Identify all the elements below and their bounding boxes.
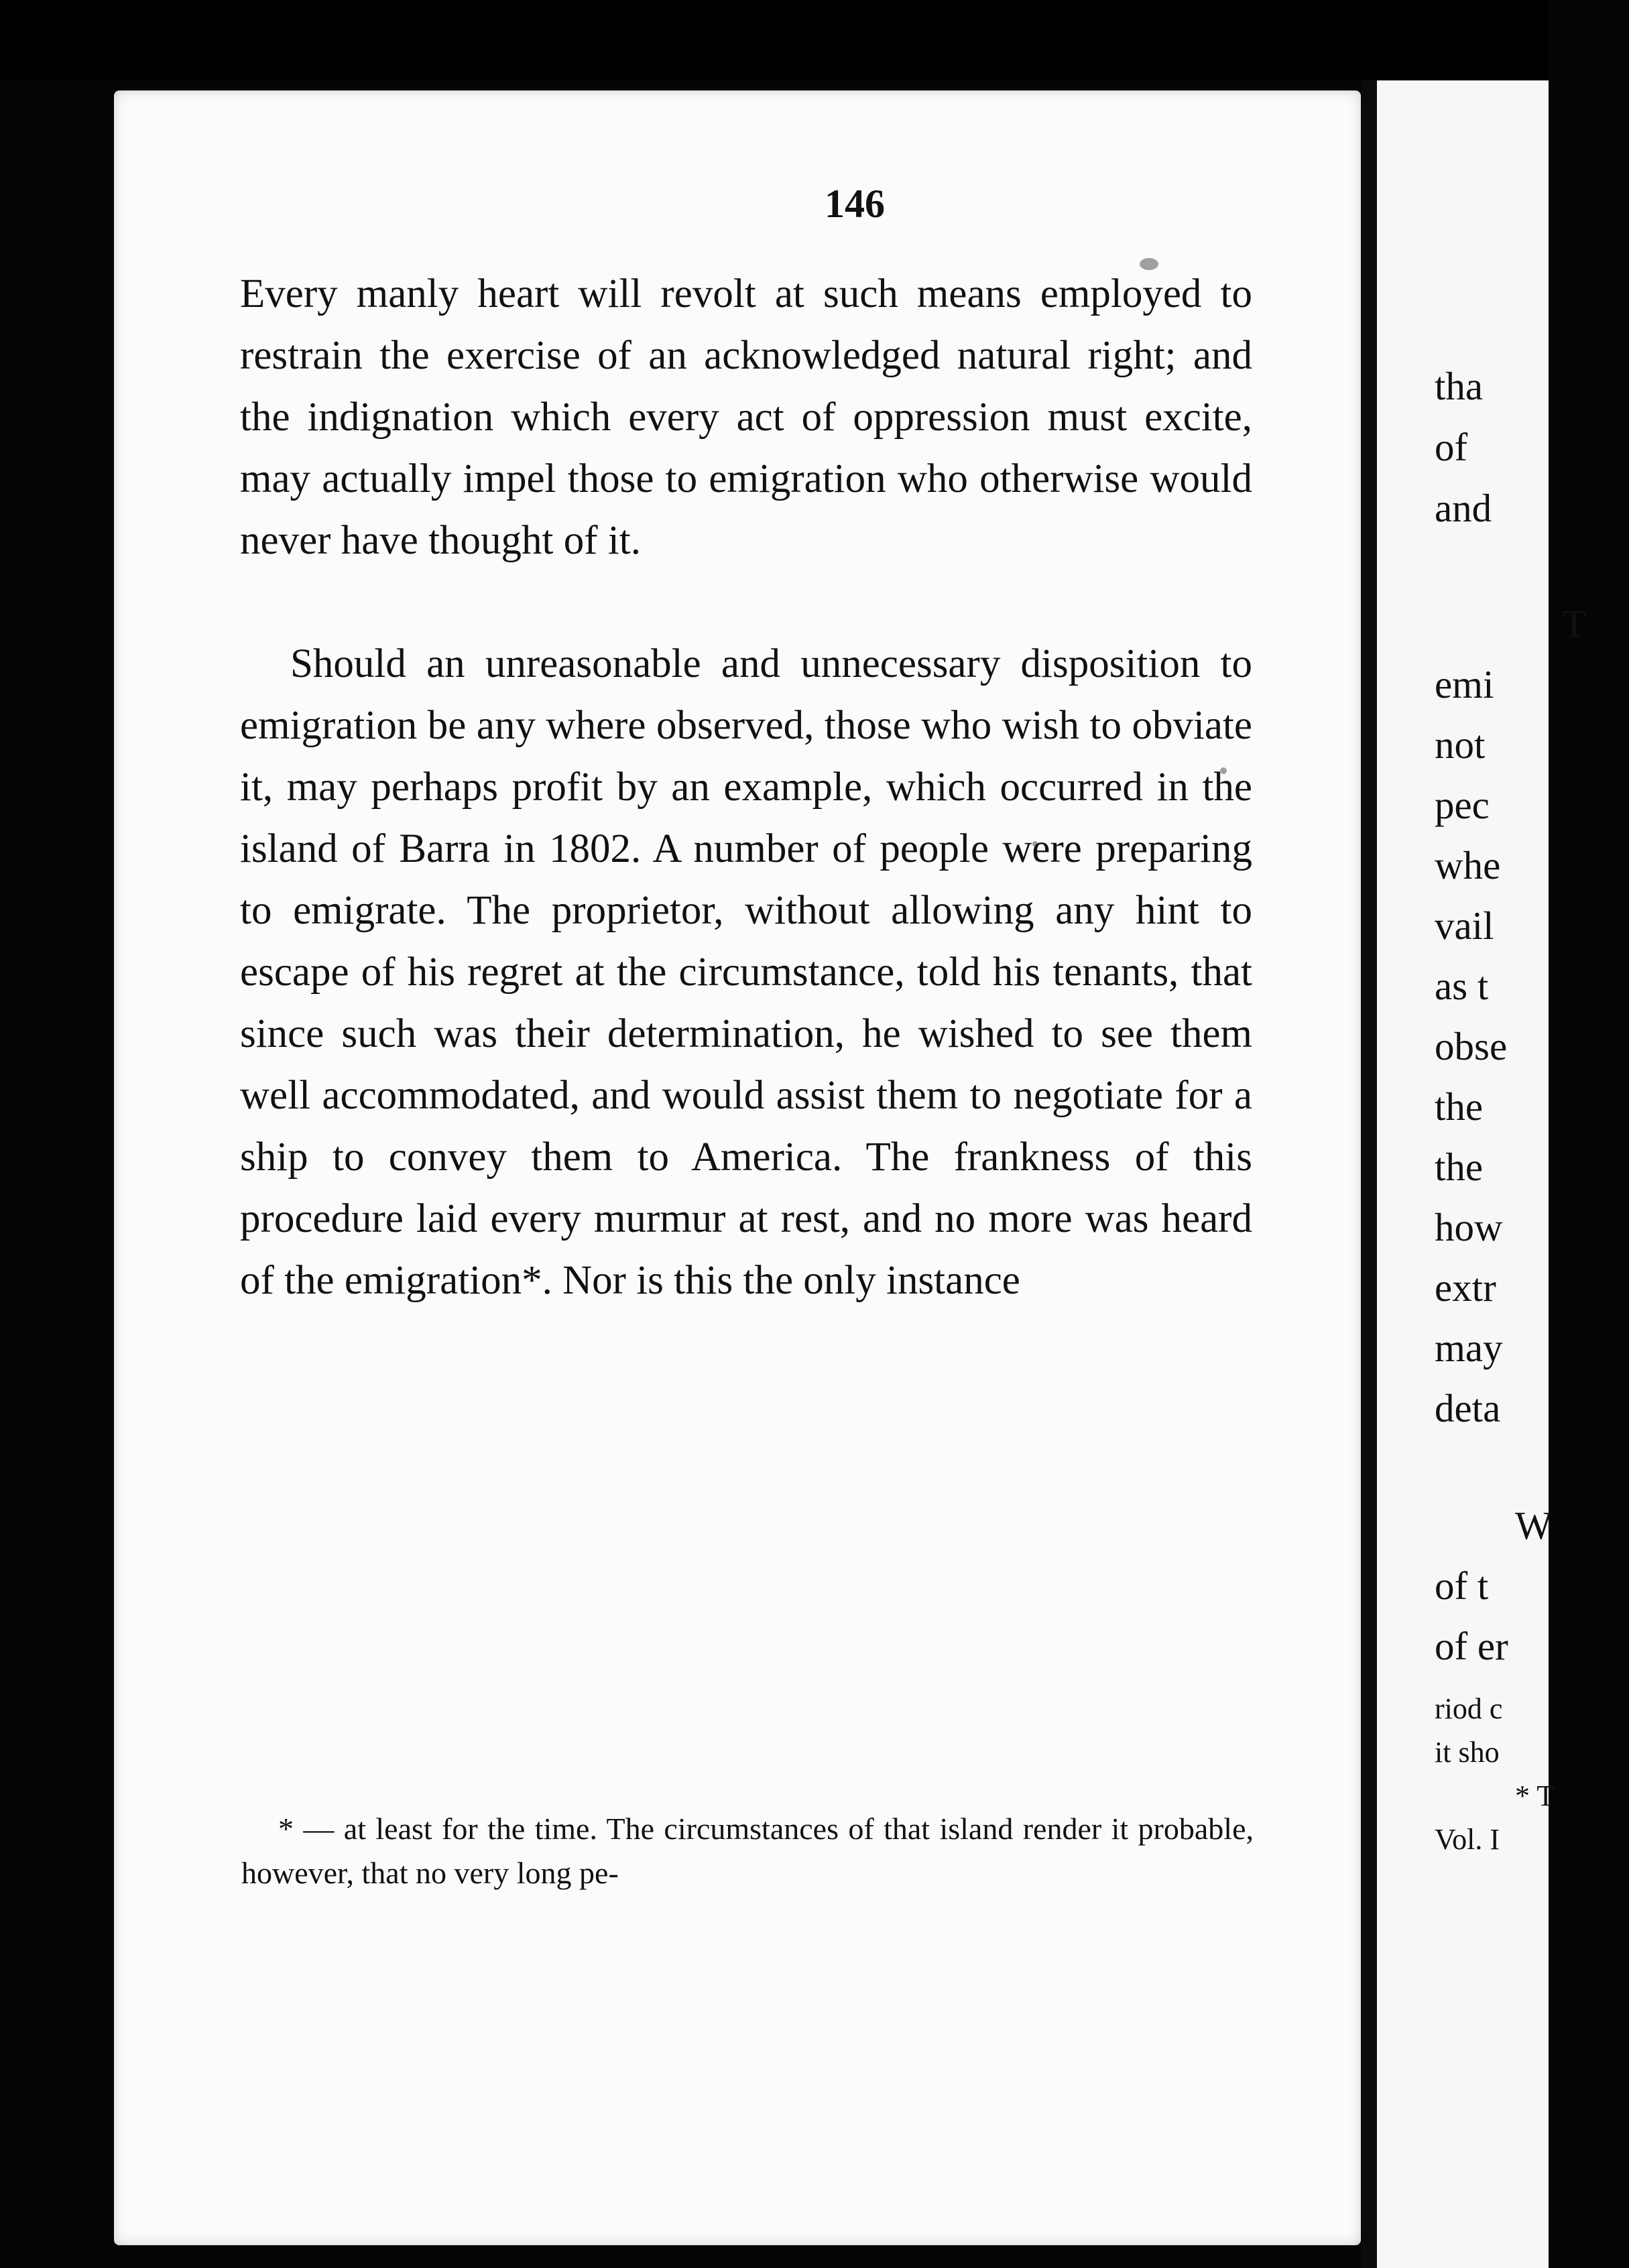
facing-line: emi [1435, 662, 1494, 706]
facing-line: deta [1435, 1386, 1501, 1430]
facing-footnote-line: Vol. I [1435, 1823, 1500, 1856]
footnote: * — at least for the time. The circumstances of that island render it probable, however, that no very long pe- [241, 1812, 1254, 1890]
facing-line: whe [1435, 843, 1501, 887]
body-text [240, 263, 1252, 1312]
page-gutter [1361, 80, 1377, 2268]
paragraph: Every manly heart will revolt at such means employed to restrain the exercise of an acknowledged natural right; and the indignation which every act of oppression must excite, may actually impel those to emigration who otherwise would never have thought of it. [240, 271, 1252, 563]
facing-page [1377, 80, 1587, 2268]
facing-line: how [1435, 1205, 1503, 1249]
facing-line: not [1435, 722, 1486, 767]
facing-line: the [1435, 1084, 1484, 1129]
facing-line: of er [1435, 1624, 1508, 1668]
facing-line: and [1435, 486, 1492, 530]
facing-line: of [1435, 425, 1468, 469]
facing-line: pec [1435, 783, 1490, 827]
facing-line: as t [1435, 964, 1489, 1008]
facing-line: the [1435, 1145, 1484, 1189]
facing-footnote-line: riod c [1435, 1692, 1503, 1725]
facing-line: of t [1435, 1564, 1489, 1608]
facing-line: tha [1435, 364, 1484, 408]
facing-footnote-line: it sho [1435, 1736, 1500, 1769]
facing-line: extr [1435, 1265, 1496, 1310]
facing-line: may [1435, 1326, 1503, 1370]
facing-line: T [1562, 602, 1587, 646]
facing-footnote-line: * T [1515, 1779, 1555, 1812]
facing-line: W [1515, 1503, 1553, 1548]
page-number: 146 [825, 182, 885, 226]
facing-line: obse [1435, 1024, 1508, 1068]
paragraph: Should an unreasonable and unnecessary disposition to emigration be any where observed, those who wish to obviate it, may perhaps profit by an example, which occurred in the island of Barra in 1802. A number of people were preparing to emigrate. The proprietor, without allowing any hint to escape of his regret at the circumstance, told his tenants, that since such was their determination, he wished to see them well accommodated, and would assist them to negotiate for a ship to convey them to America. The frankness of this procedure laid every murmur at rest, and no more was heard of the emigration*. Nor is this the only instance [240, 641, 1252, 1303]
scan-border-top [0, 0, 1549, 80]
facing-line: vail [1435, 903, 1494, 948]
